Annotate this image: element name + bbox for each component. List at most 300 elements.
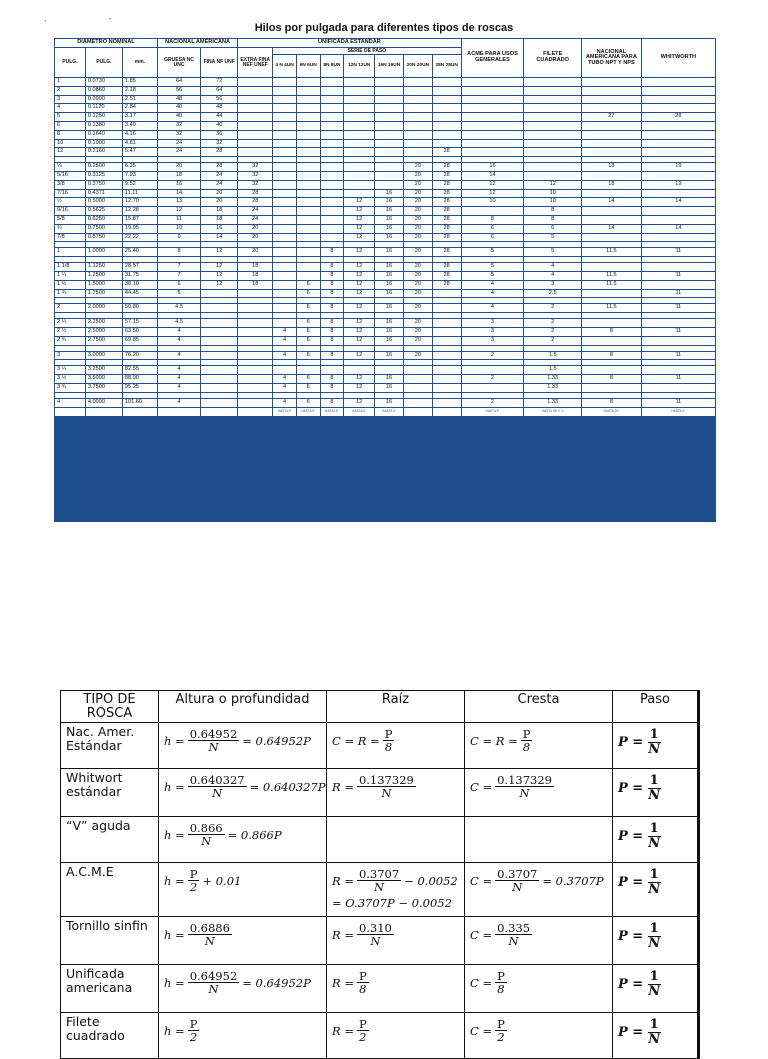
formula — [470, 774, 557, 800]
thread-cell — [582, 95, 642, 104]
formula-lhs: P = — [618, 781, 644, 797]
thread-cell — [238, 398, 273, 407]
header-extra-fina: EXTRA FINA NEF UNEF — [238, 48, 273, 78]
formula-lhs: P = — [618, 977, 644, 993]
thread-cell: 12 — [344, 327, 375, 336]
thread-row — [55, 304, 716, 313]
cresta-cell — [465, 1013, 613, 1059]
thread-cell: 12 — [344, 398, 375, 407]
thread-cell: 1 — [55, 78, 86, 87]
fraction — [495, 970, 507, 996]
thread-cell — [296, 139, 320, 148]
thread-cell: 0.1120 — [85, 104, 122, 113]
thread-cell: 20 — [201, 198, 238, 207]
fraction-numerator: 0.640327 — [189, 773, 245, 788]
thread-cell: 24 — [157, 148, 200, 157]
thread-cell: 8 — [582, 375, 642, 384]
fraction-denominator: N — [370, 934, 381, 949]
thread-cell: 16 — [375, 198, 404, 207]
thread-row — [55, 271, 716, 280]
thread-cell — [524, 163, 582, 172]
formula-lhs: P = — [618, 829, 644, 845]
thread-cell: 40 — [157, 113, 200, 122]
thread-cell: 5 — [157, 289, 200, 298]
thread-cell: 16 — [375, 383, 404, 392]
formula-lhs: R = — [332, 976, 354, 991]
thread-cell — [524, 121, 582, 130]
thread-cell — [432, 78, 461, 87]
thread-cell — [320, 78, 344, 87]
thread-cell: 36 — [201, 130, 238, 139]
fraction-numerator: 0.64952 — [189, 727, 238, 742]
formula-row — [61, 965, 699, 1013]
thread-cell — [273, 207, 297, 216]
raiz-cell — [327, 1013, 465, 1059]
header-paso: Paso — [613, 691, 699, 723]
hasta-cell: HASTA 6" — [344, 407, 375, 416]
thread-cell: 20 — [403, 189, 432, 198]
fraction-denominator: 8 — [359, 982, 367, 997]
thread-cell: 8 — [524, 215, 582, 224]
thread-cell — [403, 148, 432, 157]
fraction-numerator: 0.310 — [358, 921, 392, 936]
thread-row — [55, 78, 716, 87]
thread-cell — [296, 224, 320, 233]
fraction-numerator: 1 — [649, 1017, 659, 1033]
thread-cell — [238, 86, 273, 95]
thread-cell: 24 — [201, 180, 238, 189]
thread-cell: 2 — [55, 304, 86, 313]
thread-cell — [344, 78, 375, 87]
thread-cell: 12 — [344, 289, 375, 298]
thread-cell — [403, 78, 432, 87]
fraction-denominator: 2 — [359, 1030, 367, 1045]
thread-cell: 3.5000 — [85, 375, 122, 384]
thread-cell — [582, 86, 642, 95]
thread-cell: 28 — [432, 171, 461, 180]
formula-lhs: C = — [470, 780, 493, 795]
formula-lhs: P = — [618, 875, 644, 891]
header-20un: 20N 20UN — [403, 55, 432, 78]
thread-cell: 6 — [157, 280, 200, 289]
fraction — [357, 1018, 369, 1044]
formula-table-body — [61, 723, 699, 1059]
thread-cell: 20 — [403, 304, 432, 313]
thread-cell: 28 — [641, 113, 715, 122]
thread-cell: 63.50 — [122, 327, 157, 336]
thread-cell: 3 — [524, 280, 582, 289]
fraction — [357, 922, 394, 948]
thread-table-body — [55, 78, 716, 417]
altura-cell — [159, 917, 327, 965]
thread-cell — [582, 130, 642, 139]
thread-cell: 20 — [403, 263, 432, 272]
formula-lhs: C = — [470, 976, 493, 991]
thread-cell: 16 — [375, 248, 404, 257]
thread-cell: 28 — [432, 248, 461, 257]
thread-cell — [375, 121, 404, 130]
thread-cell — [641, 104, 715, 113]
thread-cell — [238, 375, 273, 384]
formula-lhs: C = R = — [470, 734, 518, 749]
thread-cell: 10 — [461, 198, 524, 207]
thread-cell: 4.5 — [157, 304, 200, 313]
formula-row — [61, 769, 699, 817]
thread-cell — [344, 148, 375, 157]
thread-cell: 12 — [157, 207, 200, 216]
fraction-denominator: N — [374, 880, 385, 895]
paso-cell — [613, 723, 699, 769]
header-4un: 4 N 4UN — [273, 55, 297, 78]
thread-row — [55, 383, 716, 392]
fraction — [495, 774, 554, 800]
thread-cell: 3 — [461, 336, 524, 345]
thread-cell: 3 — [55, 351, 86, 360]
thread-cell: 11 — [641, 375, 715, 384]
header-raiz: Raíz — [327, 691, 465, 723]
fraction — [188, 970, 240, 996]
formula — [618, 774, 665, 803]
thread-cell: 28 — [432, 233, 461, 242]
thread-cell: 4.5 — [157, 319, 200, 328]
thread-cell: 4 — [157, 375, 200, 384]
fraction — [646, 868, 662, 897]
thread-cell: 57.15 — [122, 319, 157, 328]
fraction-numerator: 0.137329 — [497, 773, 552, 788]
thread-cell — [273, 215, 297, 224]
altura-cell — [159, 817, 327, 863]
thread-cell — [641, 189, 715, 198]
thread-cell — [432, 104, 461, 113]
thread-row — [55, 215, 716, 224]
thread-cell: 28 — [432, 207, 461, 216]
thread-cell — [375, 148, 404, 157]
hasta-cell: HASTA 5" — [461, 407, 524, 416]
thread-cell — [432, 86, 461, 95]
thread-cell: 8 — [524, 207, 582, 216]
formula-rhs: = 0.640327P — [249, 780, 326, 795]
thread-cell — [461, 113, 524, 122]
thread-cell — [432, 113, 461, 122]
thread-cell: 56 — [201, 95, 238, 104]
fraction-denominator: 8 — [522, 740, 531, 755]
thread-cell — [320, 233, 344, 242]
thread-cell: 4.0000 — [85, 398, 122, 407]
thread-cell: 12 — [344, 215, 375, 224]
fraction-numerator: 0.137329 — [358, 773, 414, 788]
thread-cell — [320, 95, 344, 104]
thread-cell: 1 ½ — [55, 280, 86, 289]
thread-cell: 32 — [157, 121, 200, 130]
thread-cell: 15.87 — [122, 215, 157, 224]
thread-cell: 11 — [641, 398, 715, 407]
thread-cell: 12 — [344, 224, 375, 233]
thread-cell: 0.5000 — [85, 198, 122, 207]
cresta-cell — [465, 863, 613, 917]
thread-cell: 1.5000 — [85, 280, 122, 289]
thread-cell: 3.49 — [122, 121, 157, 130]
fraction-denominator: 2 — [189, 880, 198, 895]
fraction — [646, 728, 662, 757]
thread-cell: 8 — [320, 304, 344, 313]
thread-cell: 12 — [344, 271, 375, 280]
thread-cell — [273, 280, 297, 289]
thread-table-title: Hilos por pulgada para diferentes tipos de roscas — [254, 22, 514, 34]
thread-cell: 0.2500 — [85, 163, 122, 172]
thread-cell: 2 — [524, 327, 582, 336]
thread-cell: 12 — [344, 207, 375, 216]
thread-cell: 20 — [157, 163, 200, 172]
thread-cell: 12 — [461, 189, 524, 198]
thread-row — [55, 366, 716, 375]
thread-cell — [273, 198, 297, 207]
thread-cell — [344, 189, 375, 198]
thread-row — [55, 351, 716, 360]
fraction-numerator: 0.6886 — [189, 921, 230, 936]
thread-cell: 88.90 — [122, 375, 157, 384]
thread-cell: 0.3750 — [85, 180, 122, 189]
thread-cell: 28 — [432, 263, 461, 272]
header-altura: Altura o profundidad — [159, 691, 327, 723]
thread-cell — [344, 113, 375, 122]
formula-lhs: h = — [164, 928, 185, 943]
thread-cell: 3.7500 — [85, 383, 122, 392]
thread-row — [55, 130, 716, 139]
thread-cell: 22.22 — [122, 233, 157, 242]
thread-cell — [238, 104, 273, 113]
thread-row — [55, 171, 716, 180]
thread-cell: 11.11 — [122, 189, 157, 198]
thread-cell: 14 — [461, 171, 524, 180]
thread-cell — [461, 130, 524, 139]
thread-cell: 6 — [55, 121, 86, 130]
thread-cell: 4 — [157, 351, 200, 360]
formula — [164, 1018, 202, 1044]
thread-cell: 2.2500 — [85, 319, 122, 328]
thread-cell: 12 — [344, 304, 375, 313]
raiz-cell — [327, 863, 465, 917]
formula — [332, 868, 458, 894]
thread-cell: 12 — [344, 319, 375, 328]
thread-cell: 4 — [55, 104, 86, 113]
thread-cell: 2.5 — [524, 289, 582, 298]
formula-lhs: C = — [470, 928, 493, 943]
hasta-cell: HASTA 6" — [273, 407, 297, 416]
thread-cell: 4 — [273, 351, 297, 360]
thread-cell: 8 — [320, 263, 344, 272]
thread-cell: 11 — [641, 351, 715, 360]
fraction — [521, 728, 533, 754]
thread-cell — [238, 366, 273, 375]
fraction — [188, 922, 232, 948]
thread-cell — [582, 121, 642, 130]
formula — [618, 970, 665, 999]
formula-rhs: = 0.866P — [227, 828, 282, 843]
thread-cell: 6 — [296, 383, 320, 392]
thread-cell — [296, 233, 320, 242]
thread-cell — [582, 189, 642, 198]
thread-cell: 20 — [201, 189, 238, 198]
thread-cell: 69.85 — [122, 336, 157, 345]
thread-cell — [432, 289, 461, 298]
thread-cell: 5 — [461, 271, 524, 280]
thread-cell: 28 — [238, 198, 273, 207]
thread-cell — [403, 375, 432, 384]
cresta-cell — [465, 723, 613, 769]
header-mm: mm. — [122, 48, 157, 78]
paso-cell — [613, 863, 699, 917]
thread-cell: 20 — [238, 248, 273, 257]
formula-lhs: R = — [332, 928, 354, 943]
thread-cell: 7 — [157, 263, 200, 272]
header-fina: FINA NF UNF — [201, 48, 238, 78]
tipo-de-rosca-cell: Whitwort estándar — [61, 769, 159, 817]
thread-cell: 2.0000 — [85, 304, 122, 313]
thread-cell: 14 — [582, 224, 642, 233]
header-12un: 12N 12UN — [344, 55, 375, 78]
thread-cell: 8 — [320, 319, 344, 328]
thread-cell — [320, 180, 344, 189]
thread-row — [55, 319, 716, 328]
thread-cell: 44.45 — [122, 289, 157, 298]
thread-cell: 7 — [157, 271, 200, 280]
formula — [618, 922, 665, 951]
thread-cell: 6 — [461, 233, 524, 242]
fraction — [495, 868, 539, 894]
thread-cell — [273, 304, 297, 313]
fraction — [495, 1018, 507, 1044]
thread-cell — [432, 375, 461, 384]
thread-cell: 11.5 — [582, 248, 642, 257]
thread-cell: 8 — [320, 271, 344, 280]
thread-cell — [582, 171, 642, 180]
header-filete-cuadrado: FILETE CUADRADO — [524, 39, 582, 78]
thread-cell — [238, 139, 273, 148]
thread-cell: 12 — [344, 198, 375, 207]
thread-cell: 24 — [238, 215, 273, 224]
scan-mark: , — [44, 14, 77, 23]
thread-cell — [432, 319, 461, 328]
thread-cell: 9.52 — [122, 180, 157, 189]
thread-cell: 12 — [201, 248, 238, 257]
thread-cell: 1.1250 — [85, 263, 122, 272]
thread-cell — [432, 351, 461, 360]
thread-cell: 6 — [296, 336, 320, 345]
thread-cell: 8 — [320, 327, 344, 336]
thread-cell — [320, 104, 344, 113]
thread-cell: 20 — [238, 233, 273, 242]
raiz-cell — [327, 965, 465, 1013]
thread-cell: 16 — [375, 233, 404, 242]
thread-cell: 16 — [375, 289, 404, 298]
thread-cell — [641, 366, 715, 375]
formula-lhs: C = — [470, 874, 493, 889]
thread-row — [55, 139, 716, 148]
thread-cell — [320, 139, 344, 148]
thread-cell: 11 — [641, 327, 715, 336]
fraction-denominator: N — [204, 934, 215, 949]
thread-cell: 32 — [238, 180, 273, 189]
thread-cell — [344, 163, 375, 172]
thread-cell: 3/8 — [55, 180, 86, 189]
thread-cell — [461, 121, 524, 130]
thread-cell: 20 — [403, 163, 432, 172]
thread-cell — [524, 95, 582, 104]
thread-cell: 76.20 — [122, 351, 157, 360]
fraction-numerator: 0.335 — [497, 921, 531, 936]
thread-cell: 20 — [403, 289, 432, 298]
thread-cell: 6 — [296, 319, 320, 328]
cresta-cell — [465, 769, 613, 817]
fraction-denominator: N — [648, 881, 661, 897]
formula-lhs: h = — [164, 976, 185, 991]
thread-cell — [403, 139, 432, 148]
thread-cell — [320, 189, 344, 198]
paso-cell — [613, 917, 699, 965]
hasta-cell — [403, 407, 432, 416]
thread-cell: 8 — [320, 375, 344, 384]
thread-cell — [582, 215, 642, 224]
thread-cell: 10 — [157, 224, 200, 233]
hasta-cell — [85, 407, 122, 416]
thread-cell: 13 — [157, 198, 200, 207]
thread-cell — [273, 171, 297, 180]
formula — [618, 822, 665, 851]
header-8un: 8N 8UN — [320, 55, 344, 78]
thread-cell — [641, 336, 715, 345]
hasta-cell: HASTA 6" — [296, 407, 320, 416]
thread-cell — [238, 130, 273, 139]
thread-cell: 4 — [273, 383, 297, 392]
fraction-numerator: 1 — [649, 867, 659, 883]
thread-cell: 5.47 — [122, 148, 157, 157]
thread-cell: 56 — [157, 86, 200, 95]
altura-cell — [159, 863, 327, 917]
thread-cell — [320, 113, 344, 122]
thread-cell — [461, 95, 524, 104]
thread-cell — [582, 148, 642, 157]
formula-lhs: C = R = — [332, 734, 380, 749]
thread-cell: 16 — [461, 163, 524, 172]
thread-cell — [238, 304, 273, 313]
header-nacional-americana: NACIONAL AMERICANA — [157, 39, 237, 48]
thread-cell: 19 — [641, 180, 715, 189]
thread-cell: 38.10 — [122, 280, 157, 289]
formula — [332, 774, 419, 800]
formula-rhs: = 0.64952P — [242, 976, 311, 991]
thread-cell: 16 — [157, 180, 200, 189]
thread-cell — [238, 78, 273, 87]
formula-rhs: − 0.0052 — [404, 874, 458, 889]
thread-cell — [641, 215, 715, 224]
formula-continuation: = O.3707P − 0.0052 — [332, 895, 452, 910]
thread-cell — [582, 366, 642, 375]
thread-cell: 0.4371 — [85, 189, 122, 198]
thread-cell — [273, 189, 297, 198]
thread-cell: 20 — [403, 207, 432, 216]
thread-cell: 28 — [432, 215, 461, 224]
thread-cell — [344, 366, 375, 375]
thread-cell: 1.85 — [122, 78, 157, 87]
thread-cell — [238, 351, 273, 360]
thread-cell — [273, 289, 297, 298]
thread-cell — [582, 104, 642, 113]
formula-lhs: P = — [618, 929, 644, 945]
formula-rhs: = 0.3707P — [542, 874, 604, 889]
thread-cell — [344, 95, 375, 104]
thread-cell — [273, 139, 297, 148]
thread-cell: 6 — [296, 280, 320, 289]
